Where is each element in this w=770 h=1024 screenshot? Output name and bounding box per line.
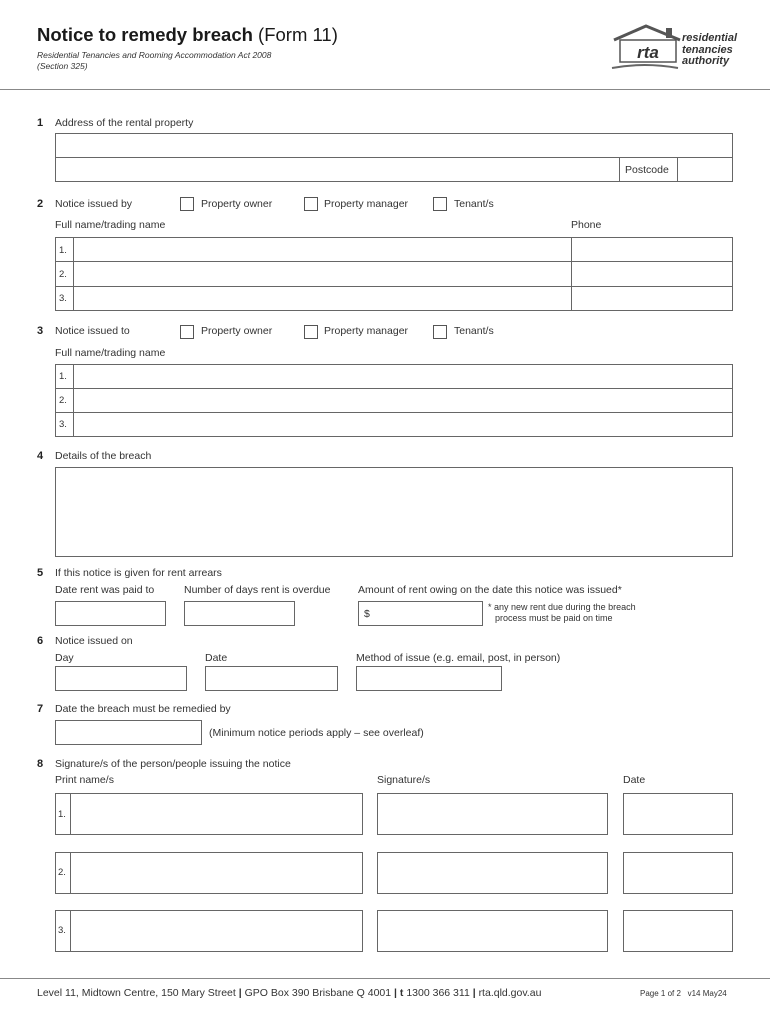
column-label: Number of days rent is overdue [184, 584, 331, 596]
rent-owing-field[interactable] [358, 601, 483, 626]
issue-method-field[interactable] [356, 666, 502, 691]
breach-details-field[interactable] [55, 467, 733, 557]
section-number: 1 [37, 117, 44, 129]
column-label: Day [55, 652, 74, 664]
issue-date-field[interactable] [205, 666, 338, 691]
section-label: Notice issued by [55, 198, 133, 210]
issued-to-manager-checkbox[interactable] [304, 325, 318, 339]
section-number: 4 [37, 450, 44, 462]
checkbox-label: Tenant/s [454, 325, 494, 337]
logo-text [682, 33, 737, 68]
section-label: If this notice is given for rent arrears [55, 567, 222, 579]
divider [70, 910, 71, 952]
act-name: Residential Tenancies and Rooming Accommodation Act 2008 [37, 50, 272, 60]
address-line-2[interactable] [56, 158, 618, 181]
page-number: Page 1 of 2 [640, 989, 681, 998]
notice-period-note: (Minimum notice periods apply – see overleaf) [209, 727, 424, 739]
note-line: * any new rent due during the breach [488, 602, 636, 612]
signature-date-field[interactable] [623, 852, 733, 894]
issued-by-owner-checkbox[interactable] [180, 197, 194, 211]
footer-contact: Level 11, Midtown Centre, 150 Mary Street | GPO Box 390 Brisbane Q 4001 | t 1300 366 311 | rta.qld.gov.au [37, 987, 542, 999]
logo-mark: rta [637, 43, 659, 62]
section-label: Notice issued to [55, 325, 130, 337]
section-number: 7 [37, 703, 44, 715]
footer-website-link[interactable]: rta.qld.gov.au [478, 987, 542, 999]
signature-field[interactable] [377, 910, 608, 952]
checkbox-label: Property manager [324, 198, 409, 210]
issued-to-tenant-checkbox[interactable] [433, 325, 447, 339]
print-name-field[interactable] [55, 793, 363, 835]
page-title [37, 24, 338, 46]
form-number: (Form 11) [258, 24, 338, 45]
checkbox-label: Property owner [201, 325, 273, 337]
column-label: Date [623, 774, 646, 786]
footer-address: Level 11, Midtown Centre, 150 Mary Street [37, 987, 236, 999]
row-number: 3. [58, 925, 66, 936]
footer-phone: 1300 366 311 [406, 987, 470, 999]
footer-gpo: GPO Box 390 Brisbane Q 4001 [244, 987, 392, 999]
print-name-field[interactable] [55, 910, 363, 952]
version-label: v14 May24 [687, 989, 727, 998]
title-text: Notice to remedy breach [37, 24, 253, 45]
column-label: Print name/s [55, 774, 114, 786]
postcode-label: Postcode [625, 164, 669, 176]
column-label: Phone [571, 219, 602, 231]
divider [619, 157, 620, 182]
row-number: 2. [59, 269, 67, 280]
dollar-sign: $ [364, 608, 370, 620]
signature-field[interactable] [377, 852, 608, 894]
rent-note [488, 602, 636, 623]
issuer-name-field[interactable] [74, 238, 571, 261]
column-label: Date rent was paid to [55, 584, 155, 596]
row-number: 1. [59, 371, 67, 382]
signature-date-field[interactable] [623, 910, 733, 952]
print-name-field[interactable] [55, 852, 363, 894]
column-label: Full name/trading name [55, 347, 166, 359]
row-number: 2. [58, 867, 66, 878]
recipient-name-field[interactable] [74, 413, 732, 436]
column-label: Amount of rent owing on the date this notice was issued* [358, 584, 622, 596]
checkbox-label: Property owner [201, 198, 273, 210]
logo-line: authority [682, 55, 730, 67]
issued-by-manager-checkbox[interactable] [304, 197, 318, 211]
divider [70, 793, 71, 835]
issuer-phone-field[interactable] [572, 287, 732, 310]
column-label: Full name/trading name [55, 219, 166, 231]
signature-date-field[interactable] [623, 793, 733, 835]
logo-line: tenancies [682, 43, 733, 56]
column-label: Date [205, 652, 228, 664]
days-overdue-field[interactable] [184, 601, 295, 626]
section-number: 6 [37, 635, 44, 647]
header-divider [0, 89, 770, 90]
row-number: 2. [59, 395, 67, 406]
issuer-name-field[interactable] [74, 287, 571, 310]
section-number: 8 [37, 758, 44, 770]
row-number: 1. [58, 809, 66, 820]
rent-paid-date-field[interactable] [55, 601, 166, 626]
section-label: Address of the rental property [55, 117, 194, 129]
postcode-field[interactable] [678, 158, 732, 181]
column-label: Method of issue (e.g. email, post, in person) [356, 652, 561, 664]
footer-divider [0, 978, 770, 979]
checkbox-label: Tenant/s [454, 198, 494, 210]
divider [70, 852, 71, 894]
section-label: Notice issued on [55, 635, 133, 647]
row-number: 3. [59, 293, 67, 304]
logo-line: residential [682, 32, 738, 44]
column-label: Signature/s [377, 774, 431, 786]
issued-to-owner-checkbox[interactable] [180, 325, 194, 339]
issued-by-tenant-checkbox[interactable] [433, 197, 447, 211]
recipient-name-field[interactable] [74, 389, 732, 412]
issuer-phone-field[interactable] [572, 262, 732, 286]
issuer-name-field[interactable] [74, 262, 571, 286]
footer-phone-prefix: t [399, 987, 404, 999]
section-label: Signature/s of the person/people issuing the notice [55, 758, 291, 770]
row-number: 3. [59, 419, 67, 430]
act-reference [37, 50, 271, 72]
recipient-name-field[interactable] [74, 365, 732, 388]
signature-field[interactable] [377, 793, 608, 835]
section-number: 2 [37, 198, 44, 210]
section-label: Details of the breach [55, 450, 152, 462]
row-number: 1. [59, 245, 67, 256]
address-line-1[interactable] [56, 134, 732, 157]
remedy-date-field[interactable] [55, 720, 202, 745]
act-section: (Section 325) [37, 61, 88, 71]
section-number: 3 [37, 325, 44, 337]
section-label: Date the breach must be remedied by [55, 703, 231, 715]
note-line: process must be paid on time [495, 612, 613, 623]
checkbox-label: Property manager [324, 325, 409, 337]
section-number: 5 [37, 567, 44, 579]
issue-day-field[interactable] [55, 666, 187, 691]
issuer-phone-field[interactable] [572, 238, 732, 261]
page-info [640, 989, 727, 998]
